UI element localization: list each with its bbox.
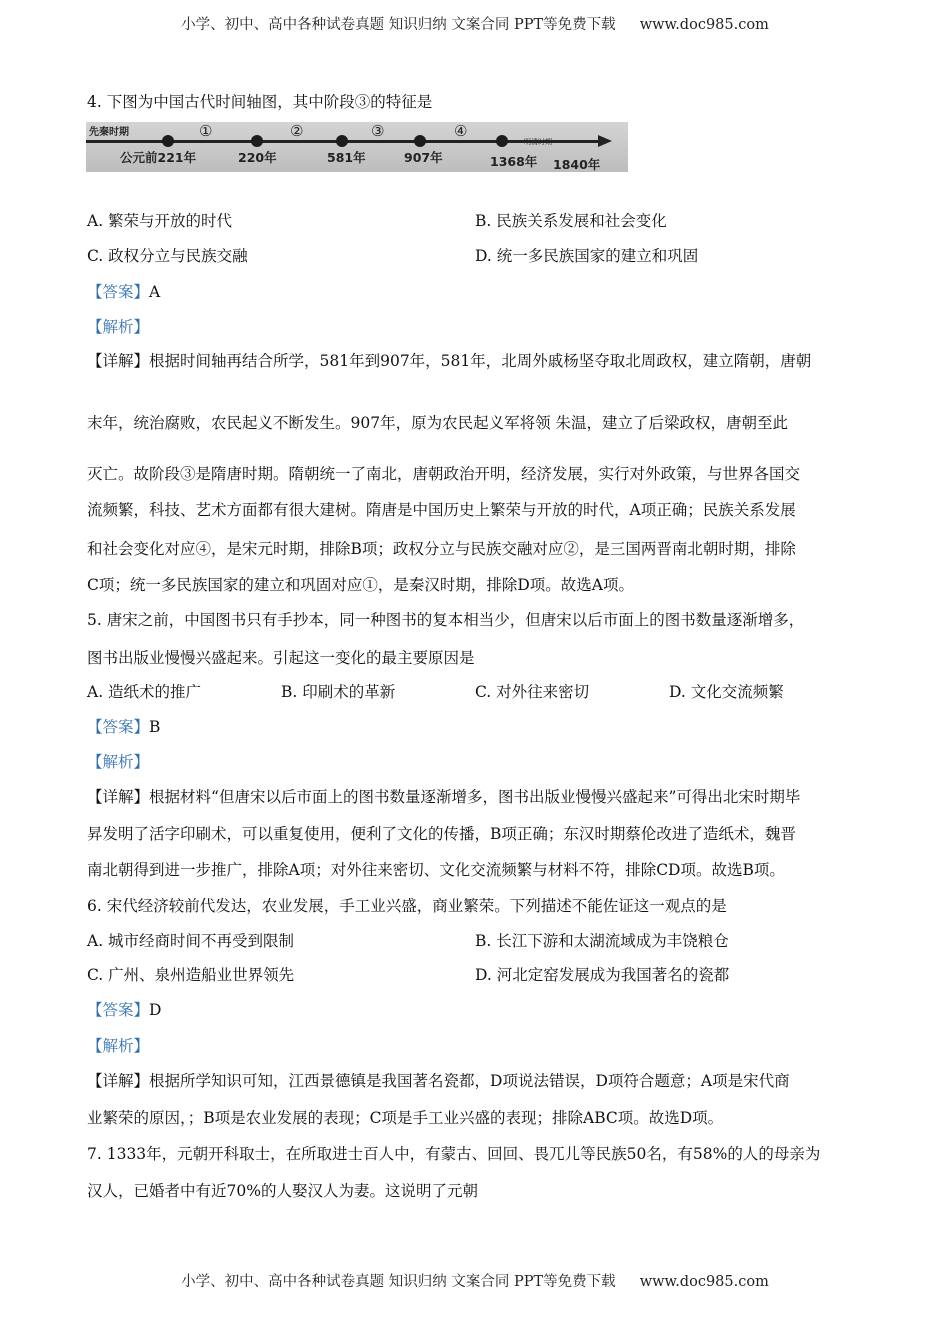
q4-detail-line (87, 349, 811, 371)
timeline-point (414, 135, 426, 147)
q4-detail-line: C项；统一多民族国家的建立和巩固对应①，是秦汉时期，排除D项。故选A项。 (87, 576, 634, 594)
question-5-stem: 图书出版业慢慢兴盛起来。引起这一变化的最主要原因是 (87, 649, 475, 667)
q4-analysis-tag (87, 315, 149, 337)
timeline-year: 907年 (404, 150, 443, 165)
timeline-stage-3: ③ (371, 122, 385, 140)
q5-option-d: D. 文化交流频繁 (669, 683, 784, 701)
analysis-tag: 【解析】 (87, 318, 150, 336)
timeline-start-label: 先秦时期 (89, 127, 129, 138)
q5-option-a: A. 造纸术的推广 (87, 683, 202, 701)
timeline-end-label: 明清时期 (524, 138, 552, 146)
q5-option-b: B. 印刷术的革新 (281, 683, 396, 701)
timeline-year: 1368年 (490, 154, 538, 169)
q4-detail-line: 和社会变化对应④，是宋元时期，排除B项；政权分立与民族交融对应②，是三国两晋南北朝时期，排除 (87, 540, 796, 558)
answer-tag: 【答案】 (87, 283, 150, 301)
q4-detail-line: 末年，统治腐败，农民起义不断发生。907年，原为农民起义军将领 朱温，建立了后梁政权，唐朝至此 (87, 414, 789, 432)
detail-tag: 【详解】 (87, 352, 150, 370)
q5-option-c: C. 对外往来密切 (475, 683, 590, 701)
detail-tag: 【详解】 (87, 1072, 150, 1090)
timeline-year: 1840年 (553, 157, 601, 172)
question-6-stem: 6. 宋代经济较前代发达，农业发展，手工业兴盛，商业繁荣。下列描述不能佐证这一观点的是 (87, 897, 727, 915)
answer-value: B (149, 718, 161, 736)
footer-text: 小学、初中、高中各种试卷真题 知识归纳 文案合同 PPT等免费下载 (181, 1274, 616, 1290)
q6-detail-line (87, 1069, 790, 1091)
page-header (0, 13, 950, 34)
q5-analysis-tag (87, 750, 149, 772)
analysis-tag: 【解析】 (87, 753, 150, 771)
detail-text: 根据时间轴再结合所学，581年到907年，581年，北周外戚杨坚夺取北周政权，建立隋朝，唐朝 (149, 352, 812, 370)
timeline-point (162, 135, 174, 147)
q6-answer (87, 998, 161, 1020)
timeline-year: 220年 (238, 150, 277, 165)
q6-option-b: B. 长江下游和太湖流域成为丰饶粮仓 (475, 932, 729, 950)
question-5-stem: 5. 唐宋之前，中国图书只有手抄本，同一种图书的复本相当少，但唐宋以后市面上的图书数量逐渐增多， (87, 611, 805, 629)
q5-detail-line (87, 785, 800, 807)
question-7-stem: 7. 1333年，元朝开科取士，在所取进士百人中，有蒙古、回回、畏兀儿等民族50名，有58%的人的母亲为 (87, 1145, 821, 1163)
q6-option-d: D. 河北定窑发展成为我国著名的瓷都 (475, 966, 730, 984)
q6-detail-line: 业繁荣的原因，；B项是农业发展的表现；C项是手工业兴盛的表现；排除ABC项。故选D项。 (87, 1109, 724, 1127)
timeline-point (496, 135, 508, 147)
q6-analysis-tag (87, 1034, 149, 1056)
answer-value: D (149, 1001, 162, 1019)
question-7-stem: 汉人，已婚者中有近70%的人娶汉人为妻。这说明了元朝 (87, 1182, 478, 1200)
timeline-stage-4: ④ (454, 122, 468, 140)
timeline-point (251, 135, 263, 147)
answer-tag: 【答案】 (87, 1001, 150, 1019)
q4-answer (87, 280, 160, 302)
header-site-link[interactable]: www.doc985.com (639, 17, 769, 33)
q5-detail-line: 南北朝得到进一步推广，排除A项；对外往来密切、文化交流频繁与材料不符，排除CD项。故选B项。 (87, 861, 785, 879)
footer-site-link[interactable]: www.doc985.com (639, 1274, 769, 1290)
page-footer (0, 1270, 950, 1291)
q4-option-b: B. 民族关系发展和社会变化 (475, 212, 667, 230)
answer-value: A (149, 283, 161, 301)
header-text: 小学、初中、高中各种试卷真题 知识归纳 文案合同 PPT等免费下载 (181, 17, 616, 33)
q4-option-a: A. 繁荣与开放的时代 (87, 212, 233, 230)
q4-option-d: D. 统一多民族国家的建立和巩固 (475, 247, 699, 265)
q4-option-c: C. 政权分立与民族交融 (87, 247, 248, 265)
timeline-year: 581年 (327, 150, 366, 165)
q5-detail-line: 昇发明了活字印刷术，可以重复使用，便利了文化的传播，B项正确；东汉时期蔡伦改进了造纸术，魏晋 (87, 825, 796, 843)
timeline-arrow-icon (598, 135, 612, 147)
timeline-image (86, 122, 628, 172)
analysis-tag: 【解析】 (87, 1037, 150, 1055)
detail-text: 根据材料“但唐宋以后市面上的图书数量逐渐增多，图书出版业慢慢兴盛起来”可得出北宋时期毕 (149, 788, 801, 806)
detail-tag: 【详解】 (87, 788, 150, 806)
q4-detail-line: 灭亡。故阶段③是隋唐时期。隋朝统一了南北，唐朝政治开明，经济发展，实行对外政策，与世界各国交 (87, 465, 801, 483)
timeline-year: 公元前221年 (120, 150, 197, 165)
question-4-stem: 4. 下图为中国古代时间轴图，其中阶段③的特征是 (87, 93, 433, 111)
timeline-point (336, 135, 348, 147)
q6-option-a: A. 城市经商时间不再受到限制 (87, 932, 295, 950)
timeline-stage-2: ② (290, 122, 304, 140)
q5-answer (87, 715, 160, 737)
answer-tag: 【答案】 (87, 718, 150, 736)
timeline-stage-1: ① (199, 122, 213, 140)
detail-text: 根据所学知识可知，江西景德镇是我国著名瓷都，D项说法错误，D项符合题意；A项是宋代商 (149, 1072, 790, 1090)
q6-option-c: C. 广州、泉州造船业世界领先 (87, 966, 295, 984)
q4-detail-line: 流频繁，科技、艺术方面都有很大建树。隋唐是中国历史上繁荣与开放的时代，A项正确；民族关系发展 (87, 501, 796, 519)
